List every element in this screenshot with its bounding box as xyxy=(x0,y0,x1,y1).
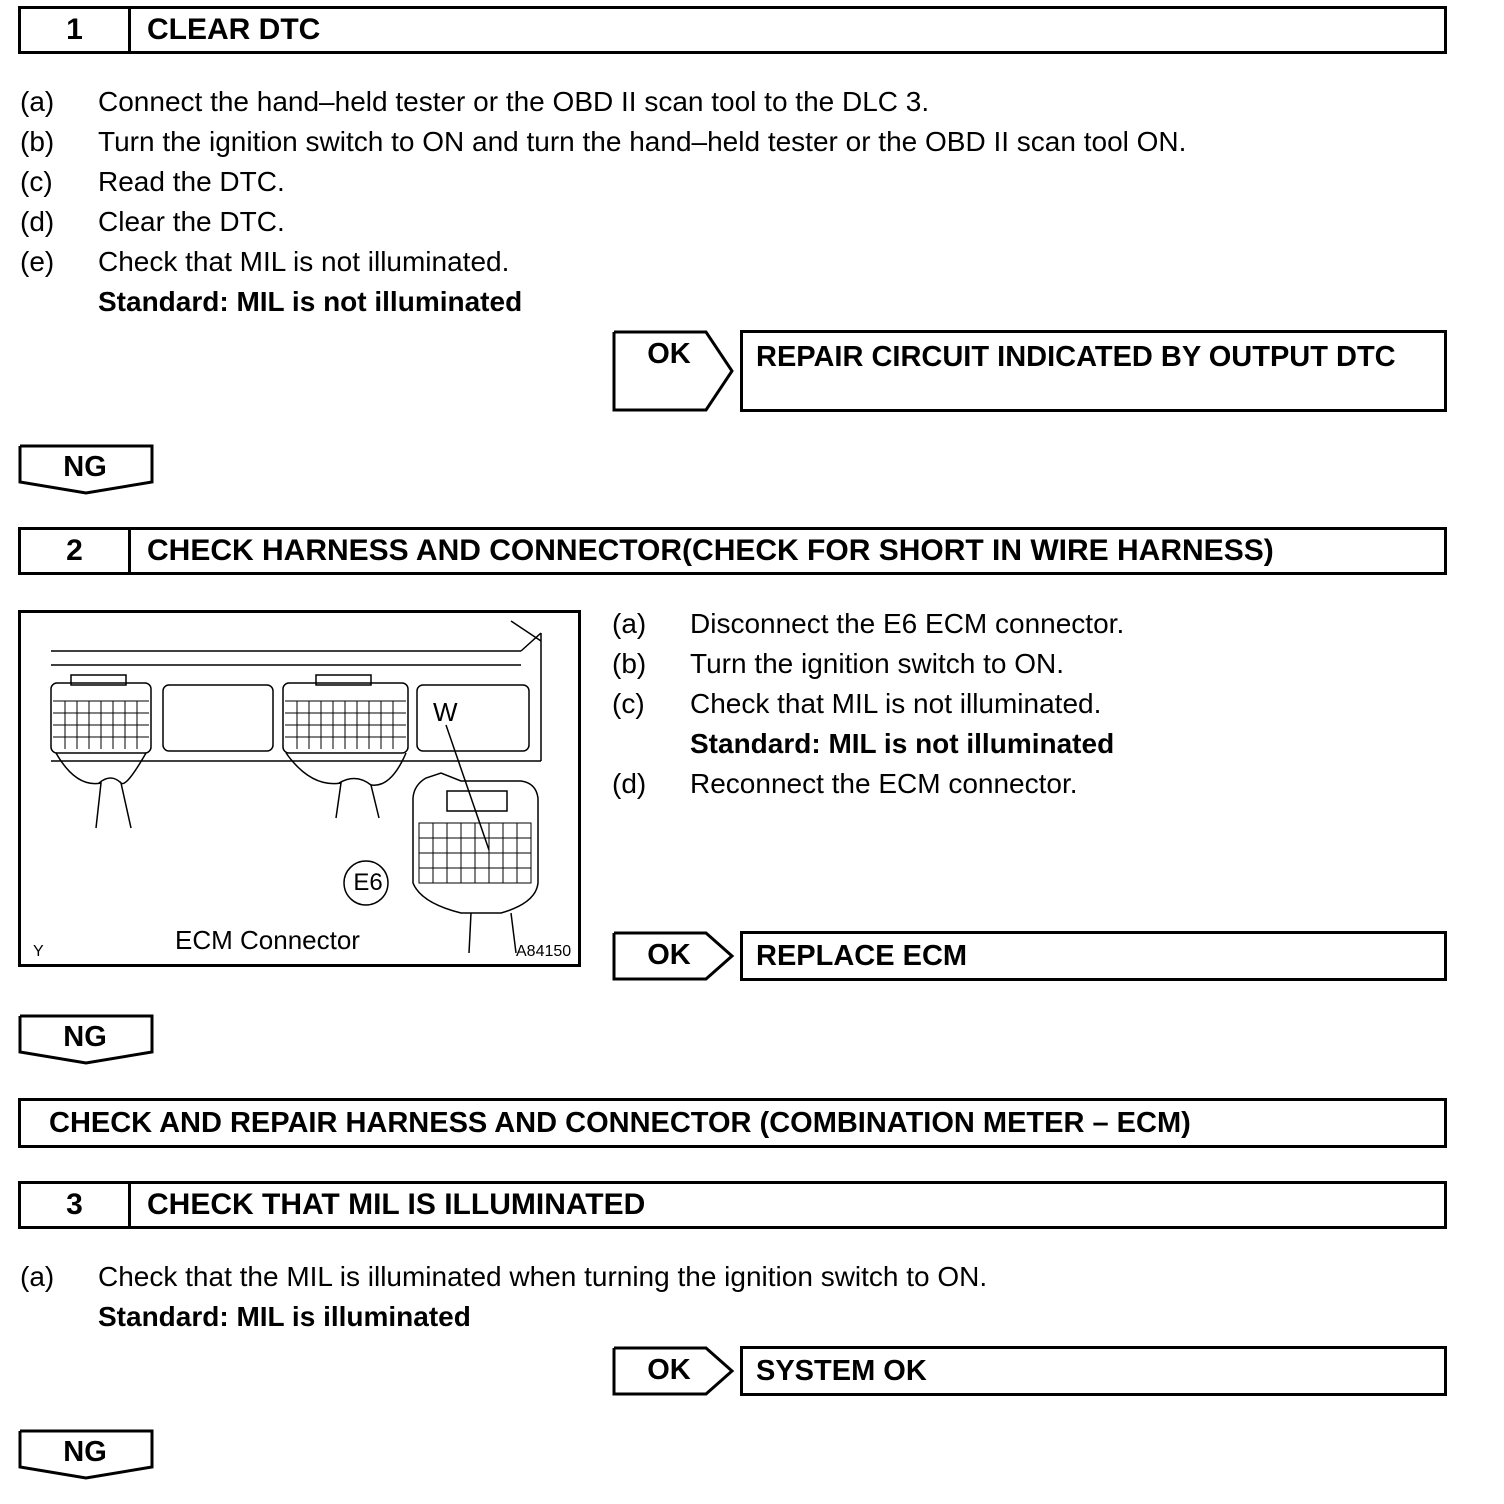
step-2-standard: Standard: MIL is not illuminated xyxy=(690,728,1115,759)
figure-corner-mark: Y xyxy=(33,943,44,960)
step-1-number: 1 xyxy=(21,9,131,51)
step-3-ng-label: NG xyxy=(63,1436,107,1468)
step-3-standard: Standard: MIL is illuminated xyxy=(98,1301,471,1332)
step-2-header xyxy=(18,527,1447,575)
step-2-title: CHECK HARNESS AND CONNECTOR(CHECK FOR SHORT IN WIRE HARNESS) xyxy=(147,534,1274,567)
step-2-ok-result: REPLACE ECM xyxy=(740,931,1447,981)
step-1-ok-result: REPAIR CIRCUIT INDICATED BY OUTPUT DTC xyxy=(740,330,1447,412)
step-1-standard: Standard: MIL is not illuminated xyxy=(98,286,523,317)
figure-wire-label: W xyxy=(433,697,458,727)
step-1-header xyxy=(18,6,1447,54)
figure-caption: ECM Connector xyxy=(175,925,360,955)
step-3-number: 3 xyxy=(21,1184,131,1226)
step-2-number: 2 xyxy=(21,530,131,572)
step-2-ok-label: OK xyxy=(647,939,691,971)
ecm-connector-drawing xyxy=(21,613,578,964)
step-1-title: CLEAR DTC xyxy=(147,13,321,46)
ecm-connector-figure xyxy=(18,610,581,967)
figure-connector-id: E6 xyxy=(353,869,383,896)
step-2-ng-label: NG xyxy=(63,1021,107,1053)
step-1-ok-label: OK xyxy=(647,338,691,370)
step-3-ok-result: SYSTEM OK xyxy=(740,1346,1447,1396)
step-1-ng-label: NG xyxy=(63,451,107,483)
step-3-title: CHECK THAT MIL IS ILLUMINATED xyxy=(147,1188,646,1221)
figure-id: A84150 xyxy=(516,943,572,960)
step-3-header xyxy=(18,1181,1447,1229)
step-3-ok-label: OK xyxy=(647,1354,691,1386)
step-2-ng-result: CHECK AND REPAIR HARNESS AND CONNECTOR (COMBINATION METER – ECM) xyxy=(18,1098,1447,1148)
